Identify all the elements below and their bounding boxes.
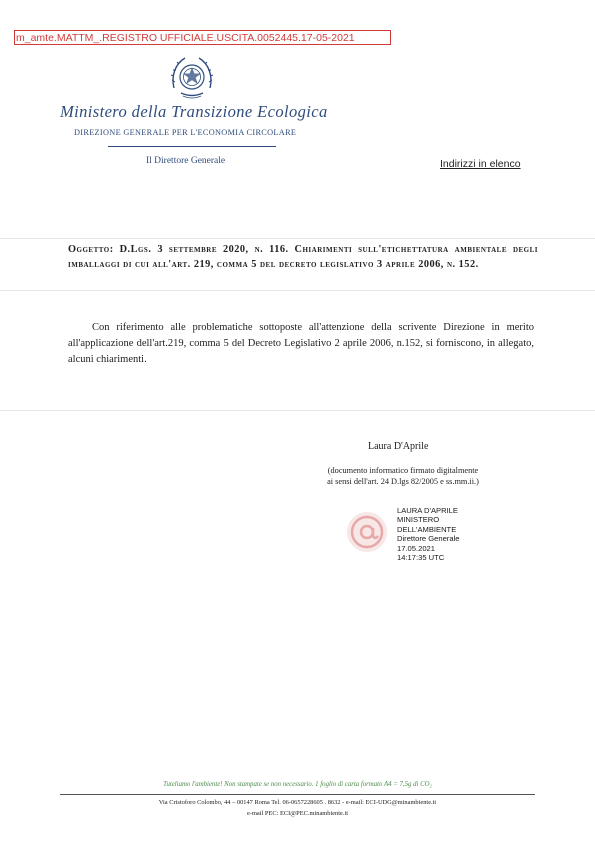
signer-name: Laura D'Aprile <box>368 441 429 452</box>
signature-note-line: (documento informatico firmato digitalmente <box>327 466 479 475</box>
digital-signature-line: LAURA D'APRILE <box>397 506 458 515</box>
digital-signature-line: 14:17:35 UTC <box>397 553 445 563</box>
italian-republic-emblem-icon <box>169 52 215 102</box>
subject-line: Oggetto: D.Lgs. 3 settembre 2020, n. 116. Chiarimenti sull'etichettatura ambientale degli imballaggi di cui all'art. 219, comma 5 del decreto legislativo 3 aprile 2006, n. 152. <box>68 244 538 270</box>
ministry-name: Ministero della Transizione Ecologica <box>60 102 328 121</box>
signature-note <box>308 465 498 487</box>
addressees-label: Indirizzi in elenco <box>440 158 521 170</box>
digital-signature-line: 17.05.2021 <box>397 543 436 553</box>
scan-line-middle <box>0 410 595 411</box>
header-divider <box>108 146 276 147</box>
footer-pec-email: e-mail PEC: ECI@PEC.minambiente.it <box>246 810 349 817</box>
scan-line-top <box>0 238 595 239</box>
footer-address: Via Cristoforo Colombo, 44 – 00147 Roma Tel. 06-0657228605 . 8632 - e-mail: ECI-UDG@minambiente.it <box>158 799 437 806</box>
digital-signature-seal-icon <box>345 510 389 554</box>
scan-line-bottom <box>0 290 595 291</box>
digital-signature-block <box>397 506 459 562</box>
footer-divider <box>60 794 535 795</box>
eco-note: Tuteliamo l'ambiente! Non stampate se non necessario. 1 foglio di carta formato A4 = 7,5g di CO₂ <box>163 781 432 788</box>
digital-signature-line: DELL'AMBIENTE <box>397 524 457 534</box>
director-role: Il Direttore Generale <box>146 156 226 166</box>
digital-signature-line: Direttore Generale <box>397 534 460 544</box>
digital-signature-line: MINISTERO <box>397 515 440 525</box>
protocol-stamp: m_amte.MATTM_.REGISTRO UFFICIALE.USCITA.0052445.17-05-2021 <box>14 30 391 45</box>
directorate-name: DIREZIONE GENERALE PER L'ECONOMIA CIRCOLARE <box>74 128 297 137</box>
signature-note-line: ai sensi dell'art. 24 D.lgs 82/2005 e ss.mm.ii.) <box>327 477 479 486</box>
body-paragraph: Con riferimento alle problematiche sottoposte all'attenzione della scrivente Direzione in merito all'applicazione dell'art.219, comma 5 del Decreto Legislativo 2 aprile 2006, n.152, si forniscono, in allegato, alcuni chiarimenti. <box>68 322 534 365</box>
